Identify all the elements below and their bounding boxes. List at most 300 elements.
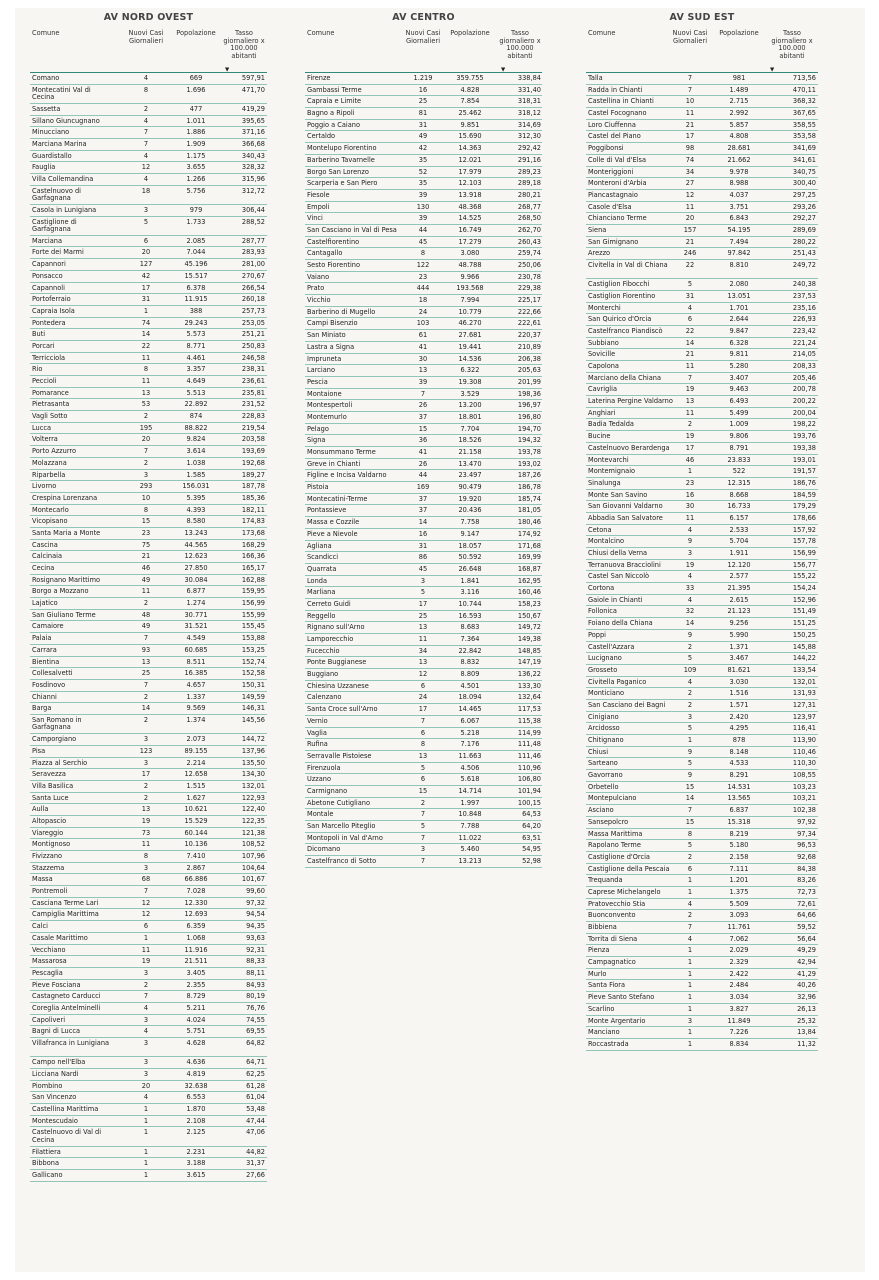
cell-comune: Sarteano [588,759,618,768]
cell-tasso: 115,38 [517,716,541,725]
table-row [586,419,818,431]
cell-comune: Casale Marittimo [32,933,88,942]
cell-popolazione: 14.465 [458,705,482,714]
cell-tasso: 137,96 [241,746,265,755]
cell-nuovi-casi: 15 [141,517,151,526]
table-header [305,26,542,73]
cell-nuovi-casi: 7 [687,806,693,815]
table-row [586,723,818,735]
cell-comune: Villafranca in Lunigiana [32,1039,110,1047]
cell-nuovi-casi: 4 [687,525,693,534]
cell-popolazione: 97.842 [727,249,751,258]
cell-nuovi-casi: 81 [418,109,428,118]
cell-popolazione: 669 [189,74,203,82]
cell-comune: Riparbella [32,470,66,479]
cell-popolazione: 12.623 [184,552,208,561]
table-row [305,283,542,295]
cell-popolazione: 60.144 [184,828,208,837]
table-row [30,839,267,851]
cell-tasso: 42,94 [797,958,816,967]
cell-nuovi-casi: 3 [143,1069,149,1078]
cell-nuovi-casi: 444 [416,284,430,293]
table-row [586,143,818,155]
cell-tasso: 318,31 [517,97,541,106]
cell-popolazione: 23.497 [458,471,482,480]
cell-comune: Dicomano [307,845,341,854]
cell-tasso: 178,66 [792,513,816,522]
cell-tasso: 100,15 [517,798,541,807]
cell-comune: Capannori [32,260,66,269]
table-row [30,259,267,271]
cell-comune: Portoferraio [32,295,71,304]
cell-tasso: 132,01 [241,781,265,790]
cell-popolazione: 10.848 [458,810,482,819]
table-row [586,677,818,689]
cell-comune: Caprese Michelangelo [588,887,661,896]
cell-tasso: 214,05 [792,350,816,359]
column-header-tasso[interactable]: Tasso giornaliero x 100.000 abitanti [223,29,265,60]
cell-comune: Peccioli [32,377,57,385]
cell-tasso: 338,84 [517,74,541,82]
table-row [586,712,818,724]
cell-comune: Lastra a Signa [307,342,355,351]
cell-tasso: 145,88 [792,642,816,651]
cell-nuovi-casi: 2 [143,980,149,989]
cell-nuovi-casi: 39 [418,214,428,223]
cell-popolazione: 6.322 [460,366,480,375]
cell-comune: Guardistallo [32,151,72,160]
cell-popolazione: 46.270 [458,319,482,328]
cell-popolazione: 2.125 [186,1128,206,1137]
table-row [586,338,818,350]
table-row [30,816,267,828]
cell-popolazione: 2.080 [729,280,749,289]
table-row [30,1003,267,1015]
cell-popolazione: 1.571 [729,700,749,709]
table-row [305,412,542,424]
cell-nuovi-casi: 31 [418,120,428,129]
cell-nuovi-casi: 19 [685,560,695,569]
cell-popolazione: 6.843 [729,214,749,223]
cell-nuovi-casi: 1 [143,1104,149,1113]
cell-tasso: 368,32 [792,97,816,106]
cell-popolazione: 1.068 [186,933,206,942]
cell-comune: Buti [32,330,46,339]
cell-comune: Chiusi della Verna [588,549,648,557]
cell-popolazione: 4.024 [186,1015,206,1024]
table-row [30,645,267,657]
table-row [586,155,818,167]
cell-comune: Massarosa [32,957,67,966]
cell-tasso: 152,58 [241,669,265,678]
cell-tasso: 292,27 [792,214,816,223]
cell-tasso: 268,77 [517,202,541,211]
cell-comune: Cascina [32,540,58,549]
cell-popolazione: 2.422 [729,969,749,978]
cell-comune: Massa [32,875,53,884]
cell-nuovi-casi: 3 [687,1016,693,1025]
cell-nuovi-casi: 11 [141,840,151,849]
table-row [30,874,267,886]
cell-popolazione: 60.685 [184,645,208,654]
cell-nuovi-casi: 4 [143,175,149,183]
cell-comune: Calenzano [307,693,342,702]
cell-comune: Villa Basilica [32,781,74,790]
table-row [30,388,267,400]
table-row [586,817,818,829]
cell-tasso: 198,36 [517,389,541,398]
cell-comune: Talla [588,74,603,82]
cell-nuovi-casi: 1 [687,993,693,1002]
cell-tasso: 340,43 [241,151,265,160]
cell-tasso: 150,25 [792,630,816,639]
cell-nuovi-casi: 103 [416,319,430,328]
cell-comune: San Romano in Garfagnana [32,715,82,732]
cell-comune: Capolona [588,362,619,370]
table-row [586,291,818,303]
cell-nuovi-casi: 6 [420,681,426,690]
cell-comune: Monteroni d'Arbia [588,179,647,188]
cell-tasso: 160,46 [517,588,541,597]
cell-popolazione: 90.479 [458,483,482,492]
cell-nuovi-casi: 1 [687,1028,693,1037]
cell-nuovi-casi: 4 [687,303,693,312]
table-row [305,307,542,319]
cell-comune: Chianni [32,692,57,701]
column-header-tasso[interactable]: Tasso giornaliero x 100.000 abitanti [499,29,541,60]
cell-comune: Pontedera [32,318,66,327]
cell-comune: Montecatini Val di Cecina [32,85,91,102]
cell-nuovi-casi: 22 [685,261,695,269]
table-row [305,330,542,342]
cell-nuovi-casi: 4 [143,1027,149,1036]
cell-tasso: 61,04 [246,1093,265,1102]
cell-comune: Barberino di Mugello [307,307,376,316]
cell-nuovi-casi: 3 [143,1058,149,1067]
table-row [30,540,267,552]
table-row [305,833,542,845]
cell-comune: Chiesina Uzzanese [307,681,369,690]
table-row [305,272,542,284]
cell-tasso: 131,93 [792,689,816,698]
table-row [30,933,267,945]
cell-comune: Bibbiena [588,923,617,931]
table-row [586,248,818,260]
cell-popolazione: 26.648 [458,564,482,573]
table-row [30,1147,267,1159]
cell-nuovi-casi: 7 [687,74,693,82]
cell-tasso: 314,69 [517,120,541,129]
cell-nuovi-casi: 31 [141,295,151,304]
cell-nuovi-casi: 11 [141,377,151,385]
cell-nuovi-casi: 14 [685,794,695,803]
cell-tasso: 166,36 [241,552,265,561]
cell-popolazione: 7.704 [460,424,480,433]
cell-nuovi-casi: 2 [143,692,149,701]
cell-tasso: 249,72 [792,261,816,269]
cell-popolazione: 8.771 [186,341,206,350]
cell-comune: Colle di Val d'Elsa [588,155,647,164]
cell-comune: Lajatico [32,599,58,608]
cell-popolazione: 1.515 [186,781,206,790]
cell-nuovi-casi: 41 [418,448,428,456]
cell-comune: Gambassi Terme [307,85,362,94]
cell-nuovi-casi: 3 [687,549,693,557]
column-header-tasso[interactable]: Tasso giornaliero x 100.000 abitanti [771,29,813,60]
table-row [30,746,267,758]
cell-popolazione: 7.028 [186,887,206,896]
cell-tasso: 471,70 [241,85,265,94]
cell-comune: Montaione [307,389,342,398]
cell-popolazione: 18.526 [458,436,482,445]
cell-nuovi-casi: 2 [420,798,426,807]
cell-nuovi-casi: 25 [418,97,428,106]
cell-popolazione: 2.644 [729,315,749,324]
cell-tasso: 122,40 [241,805,265,814]
sort-descending-icon[interactable]: ▼ [770,66,775,73]
cell-comune: Castiglion Fiorentino [588,291,656,300]
table-row [305,669,542,681]
cell-nuovi-casi: 5 [687,759,693,768]
cell-nuovi-casi: 25 [418,611,428,620]
cell-tasso: 64,66 [797,911,816,920]
cell-nuovi-casi: 6 [420,728,426,737]
cell-tasso: 312,30 [517,132,541,141]
cell-nuovi-casi: 16 [685,490,695,499]
table-row [586,384,818,396]
table-row [586,700,818,712]
table-row [30,205,267,217]
table-row [305,657,542,669]
cell-popolazione: 7.854 [460,97,480,106]
cell-popolazione: 1.870 [186,1104,206,1113]
cell-comune: Civitella Paganico [588,677,647,686]
table-row [586,735,818,747]
cell-nuovi-casi: 15 [685,782,695,791]
cell-popolazione: 6.067 [460,716,480,725]
cell-nuovi-casi: 127 [139,260,153,269]
cell-popolazione: 29.243 [184,318,208,327]
table-row [586,373,818,385]
table-row [305,774,542,786]
sort-descending-icon[interactable]: ▼ [501,66,506,73]
cell-comune: Montevarchi [588,455,629,464]
cell-popolazione: 477 [189,104,203,113]
cell-tasso: 158,23 [517,599,541,608]
cell-tasso: 106,80 [517,775,541,784]
cell-popolazione: 7.062 [729,934,749,943]
cell-tasso: 288,52 [241,217,265,226]
cell-comune: Montescudaio [32,1116,78,1125]
column-header-comune: Comune [588,29,616,37]
cell-tasso: 62,25 [246,1069,265,1078]
cell-popolazione: 9.851 [460,120,480,129]
table-row [30,1057,267,1069]
cell-popolazione: 7.226 [729,1028,749,1037]
cell-comune: Bucine [588,432,611,441]
cell-comune: Coreglia Antelminelli [32,1003,101,1012]
cell-comune: Montemignaio [588,467,636,476]
cell-tasso: 237,53 [792,291,816,300]
cell-tasso: 151,49 [792,607,816,616]
cell-comune: Santa Maria a Monte [32,528,101,537]
table-row [305,73,542,85]
cell-nuovi-casi: 9 [687,537,693,546]
cell-comune: Castel del Piano [588,132,641,141]
cell-tasso: 63,51 [522,833,541,842]
cell-nuovi-casi: 61 [418,331,428,340]
cell-popolazione: 66.886 [184,875,208,884]
cell-nuovi-casi: 1 [143,933,149,942]
cell-nuovi-casi: 2 [687,420,693,429]
cell-tasso: 367,65 [792,109,816,118]
cell-comune: Lucca [32,423,52,432]
cell-nuovi-casi: 12 [685,190,695,199]
column-header-casi: Nuovi Casi Giornalieri [405,29,441,45]
cell-tasso: 266,54 [241,283,265,292]
cell-nuovi-casi: 13 [141,657,151,666]
cell-tasso: 44,82 [246,1147,265,1156]
cell-nuovi-casi: 49 [418,132,428,141]
cell-tasso: 157,92 [792,525,816,534]
table-row [586,525,818,537]
cell-popolazione: 13.051 [727,291,751,300]
table-row [305,704,542,716]
cell-comune: Sansepolcro [588,817,629,826]
cell-comune: Sovicille [588,350,616,359]
cell-tasso: 340,75 [792,167,816,176]
cell-nuovi-casi: 11 [141,587,151,596]
cell-comune: Cecina [32,564,55,572]
cell-tasso: 127,31 [792,700,816,709]
cell-popolazione: 9.978 [729,167,749,176]
cell-nuovi-casi: 9 [687,630,693,639]
cell-comune: Firenze [307,74,331,82]
table-row [586,969,818,981]
cell-comune: Barberino Tavarnelle [307,155,375,164]
table-row [586,829,818,841]
cell-comune: San Miniato [307,331,346,340]
cell-tasso: 280,21 [517,190,541,199]
cell-comune: Pescaglia [32,968,63,977]
cell-tasso: 155,22 [792,572,816,581]
cell-nuovi-casi: 1 [143,306,149,315]
cell-popolazione: 9.811 [729,350,749,359]
cell-comune: Cerreto Guidi [307,599,351,608]
column-header-casi: Nuovi Casi Giornalieri [672,29,708,45]
cell-nuovi-casi: 45 [418,237,428,246]
table-row [586,431,818,443]
table-row [305,716,542,728]
cell-nuovi-casi: 11 [141,353,151,362]
cell-tasso: 168,87 [517,564,541,573]
table-row [30,505,267,517]
table-row [30,470,267,482]
column-header-popolazione: Popolazione [176,29,216,37]
cell-popolazione: 522 [732,467,746,476]
cell-comune: Castelnuovo di Garfagnana [32,186,81,203]
cell-comune: Capannoli [32,283,65,292]
cell-tasso: 220,37 [517,331,541,340]
cell-popolazione: 2.214 [186,758,206,767]
cell-tasso: 121,38 [241,828,265,837]
table-row [586,120,818,132]
table-row [586,747,818,759]
cell-tasso: 341,61 [792,155,816,164]
cell-comune: Sillano Giuncugnano [32,116,100,125]
table-row [586,560,818,572]
table-row [586,73,818,85]
cell-tasso: 280,22 [792,237,816,246]
cell-popolazione: 3.655 [186,163,206,172]
table-row [586,618,818,630]
cell-nuovi-casi: 18 [418,296,428,305]
cell-popolazione: 13.565 [727,794,751,803]
cell-popolazione: 2.577 [729,572,749,581]
cell-comune: Roccastrada [588,1039,629,1048]
cell-comune: Fivizzano [32,852,63,860]
cell-popolazione: 359.755 [456,74,484,82]
cell-comune: Campi Bisenzio [307,319,358,328]
cell-popolazione: 6.493 [729,397,749,406]
cell-popolazione: 8.834 [729,1039,749,1048]
cell-comune: Livorno [32,482,57,491]
cell-tasso: 251,43 [792,249,816,258]
cell-tasso: 169,99 [517,553,541,562]
cell-tasso: 312,72 [241,186,265,195]
table-row [30,804,267,816]
cell-nuovi-casi: 122 [416,261,430,269]
cell-nuovi-casi: 49 [141,575,151,584]
cell-comune: Filattiera [32,1147,61,1156]
cell-popolazione: 5.857 [729,120,749,129]
cell-comune: Capraia Isola [32,306,75,315]
cell-tasso: 186,78 [517,483,541,492]
cell-nuovi-casi: 19 [685,432,695,441]
cell-popolazione: 4.657 [186,680,206,689]
table-row [30,104,267,116]
cell-tasso: 123,97 [792,712,816,721]
cell-popolazione: 11.663 [458,751,482,760]
table-row [30,703,267,715]
cell-tasso: 306,44 [241,205,265,214]
table-row [586,945,818,957]
cell-popolazione: 15.517 [184,271,208,280]
cell-nuovi-casi: 98 [685,144,695,153]
cell-popolazione: 5.280 [729,362,749,370]
cell-comune: Lucignano [588,654,622,663]
cell-tasso: 133,30 [517,681,541,690]
cell-popolazione: 30.771 [184,610,208,619]
cell-tasso: 205,46 [792,373,816,382]
cell-tasso: 200,22 [792,397,816,406]
cell-tasso: 92,31 [246,945,265,954]
table-row [586,665,818,677]
cell-nuovi-casi: 7 [143,128,149,137]
cell-comune: Carmignano [307,786,348,795]
cell-comune: Uzzano [307,775,332,784]
table-row [586,178,818,190]
cell-tasso: 268,50 [517,214,541,223]
table-row [586,793,818,805]
cell-comune: Comano [32,74,60,82]
cell-tasso: 154,24 [792,584,816,593]
sort-descending-icon[interactable]: ▼ [225,66,230,73]
table-row [586,899,818,911]
cell-tasso: 152,96 [792,595,816,604]
cell-popolazione: 3.030 [729,677,749,686]
cell-popolazione: 16.593 [458,611,482,620]
